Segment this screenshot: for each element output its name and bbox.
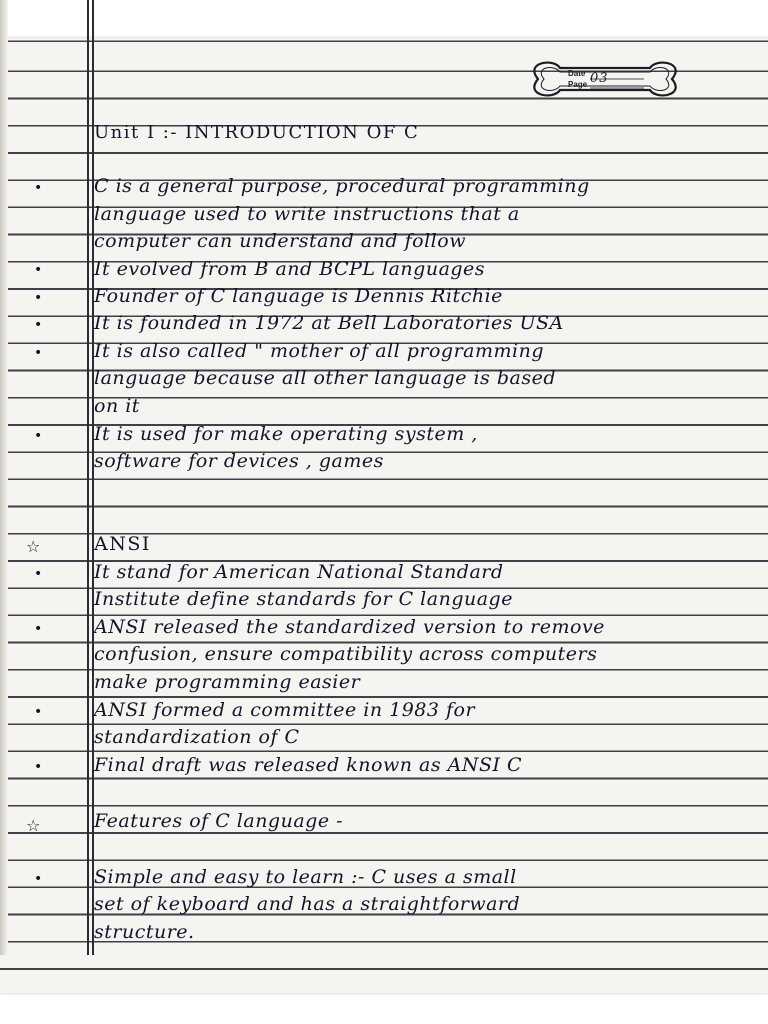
note-line: software for devices , games — [94, 450, 384, 472]
star-marker: ☆ — [26, 816, 41, 835]
bullet-marker: • — [34, 317, 43, 333]
ansi-heading: ANSI — [94, 533, 151, 555]
unit-heading: Unit I :- INTRODUCTION OF C — [94, 122, 420, 143]
bullet-marker: • — [34, 759, 43, 775]
bullet-marker: • — [34, 871, 43, 887]
note-line: Founder of C language is Dennis Ritchie — [94, 285, 503, 307]
note-line: It is founded in 1972 at Bell Laboratories USA — [94, 312, 564, 334]
note-line: ANSI released the standardized version to remove — [94, 616, 605, 638]
stamp-page-label: Page — [568, 80, 588, 89]
bullet-marker: • — [34, 180, 43, 196]
note-line: It is also called " mother of all programming — [94, 340, 545, 362]
note-line: Institute define standards for C language — [94, 588, 513, 610]
note-line: Final draft was released known as ANSI C — [94, 754, 523, 776]
note-line: language used to write instructions that a — [94, 203, 520, 225]
note-line: confusion, ensure compatibility across computers — [94, 643, 598, 665]
note-line: computer can understand and follow — [94, 230, 466, 252]
note-line: It is used for make operating system , — [94, 423, 478, 445]
stamp-page-number: 03 — [590, 71, 609, 86]
note-line: make programming easier — [94, 671, 361, 693]
note-line: set of keyboard and has a straightforward — [94, 893, 521, 915]
features-heading: Features of C language - — [94, 810, 344, 832]
note-line: language because all other language is based — [94, 367, 556, 389]
bullet-marker: • — [34, 345, 43, 361]
page-binding-shadow — [0, 0, 8, 955]
note-line: C is a general purpose, procedural programming — [94, 175, 590, 197]
note-line: ANSI formed a committee in 1983 for — [94, 699, 476, 721]
note-line: It stand for American National Standard — [94, 561, 504, 583]
note-line: structure. — [94, 921, 195, 943]
bullet-marker: • — [34, 621, 43, 637]
note-line: standardization of C — [94, 726, 300, 748]
note-line: It evolved from B and BCPL languages — [94, 258, 486, 280]
bullet-marker: • — [34, 262, 43, 278]
note-line: on it — [94, 395, 140, 417]
bullet-marker: • — [34, 428, 43, 444]
note-line: Simple and easy to learn :- C uses a small — [94, 866, 517, 888]
bullet-marker: • — [34, 566, 43, 582]
bullet-marker: • — [34, 290, 43, 306]
star-marker: ☆ — [26, 537, 41, 556]
bullet-marker: • — [34, 704, 43, 720]
stamp-date-label: Date — [568, 69, 586, 78]
margin-line — [87, 0, 89, 955]
